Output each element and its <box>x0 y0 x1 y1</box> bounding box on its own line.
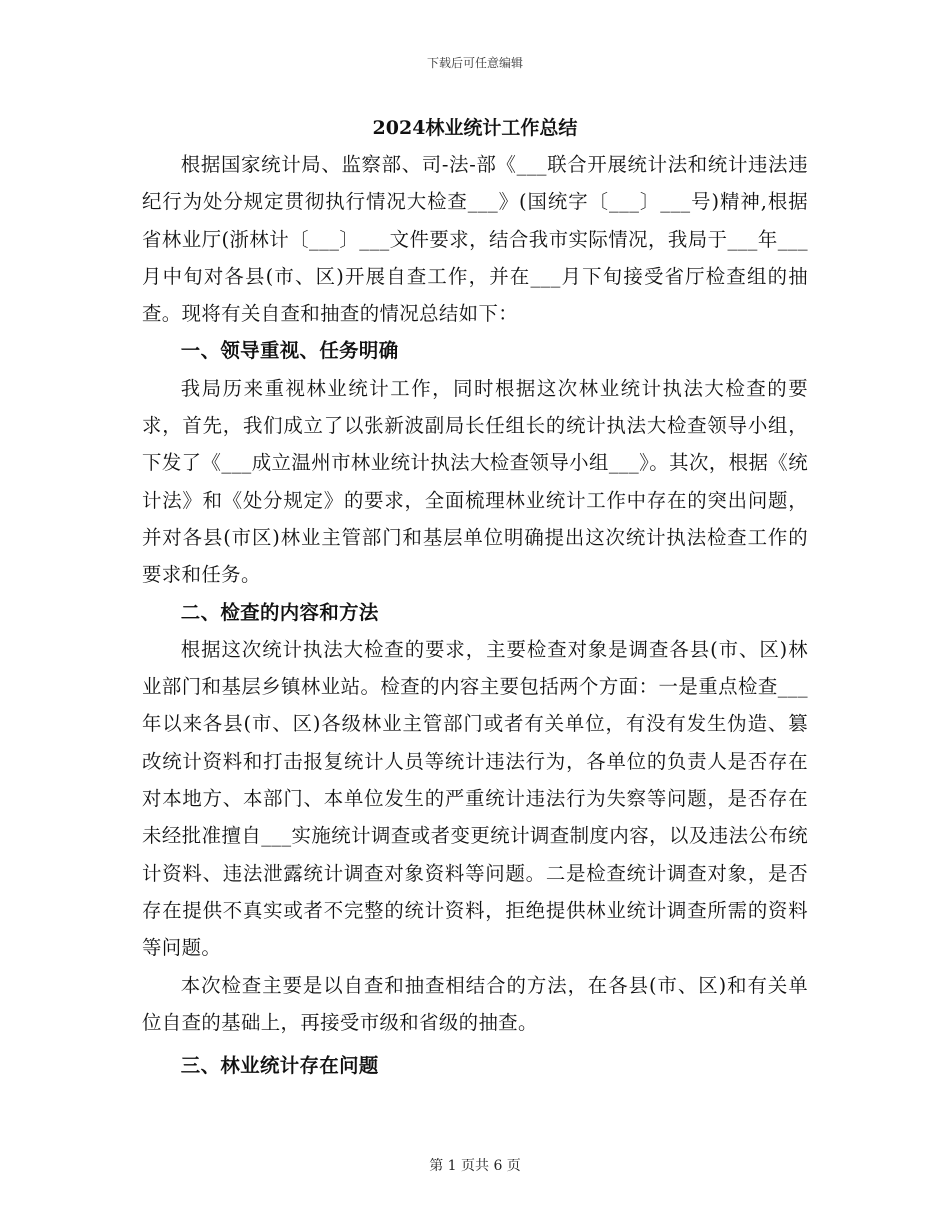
document-body <box>142 110 808 1084</box>
section-heading-2: 二、检查的内容和方法 <box>180 600 379 624</box>
intro-paragraph: 根据国家统计局、监察部、司-法-部《___联合开展统计法和统计违法违纪行为处分规定贯彻执行情况大检查___》(国统字〔___〕___号)精神,根据省林业厅(浙林计〔___〕___文件要求，结合我市实际情况，我局于___年___月中旬对各县(市、区)开展自查工作，并在___月下旬接受省厅检查组的抽查。现将有关自查和抽查的情况总结如下： <box>142 153 808 326</box>
section-heading-1: 一、领导重视、任务明确 <box>180 339 399 363</box>
header-note: 下载后可任意编辑 <box>426 56 523 70</box>
page-number: 第 1 页共 6 页 <box>429 1158 521 1174</box>
section-2-paragraph-2: 本次检查主要是以自查和抽查相结合的方法，在各县(市、区)和有关单位自查的基础上，再接受市级和省级的抽查。 <box>142 973 808 1034</box>
section-heading-3: 三、林业统计存在问题 <box>180 1054 379 1078</box>
document-title: 2024林业统计工作总结 <box>372 117 578 139</box>
section-1-paragraph-1: 我局历来重视林业统计工作，同时根据这次林业统计执法大检查的要求，首先，我们成立了以张新波副局长任组长的统计执法大检查领导小组，下发了《___成立温州市林业统计执法大检查领导小组___》。其次，根据《统计法》和《处分规定》的要求，全面梳理林业统计工作中存在的突出问题，并对各县(市区)林业主管部门和基层单位明确提出这次统计执法检查工作的要求和任务。 <box>142 376 808 587</box>
section-2-paragraph-1: 根据这次统计执法大检查的要求，主要检查对象是调查各县(市、区)林业部门和基层乡镇林业站。检查的内容主要包括两个方面：一是重点检查___年以来各县(市、区)各级林业主管部门或者有关单位，有没有发生伪造、篡改统计资料和打击报复统计人员等统计违法行为，各单位的负责人是否存在对本地方、本部门、本单位发生的严重统计违法行为失察等问题，是否存在未经批准擅自___实施统计调查或者变更统计调查制度内容，以及违法公布统计资料、违法泄露统计调查对象资料等问题。二是检查统计调查对象，是否存在提供不真实或者不完整的统计资料，拒绝提供林业统计调查所需的资料等问题。 <box>142 637 808 960</box>
